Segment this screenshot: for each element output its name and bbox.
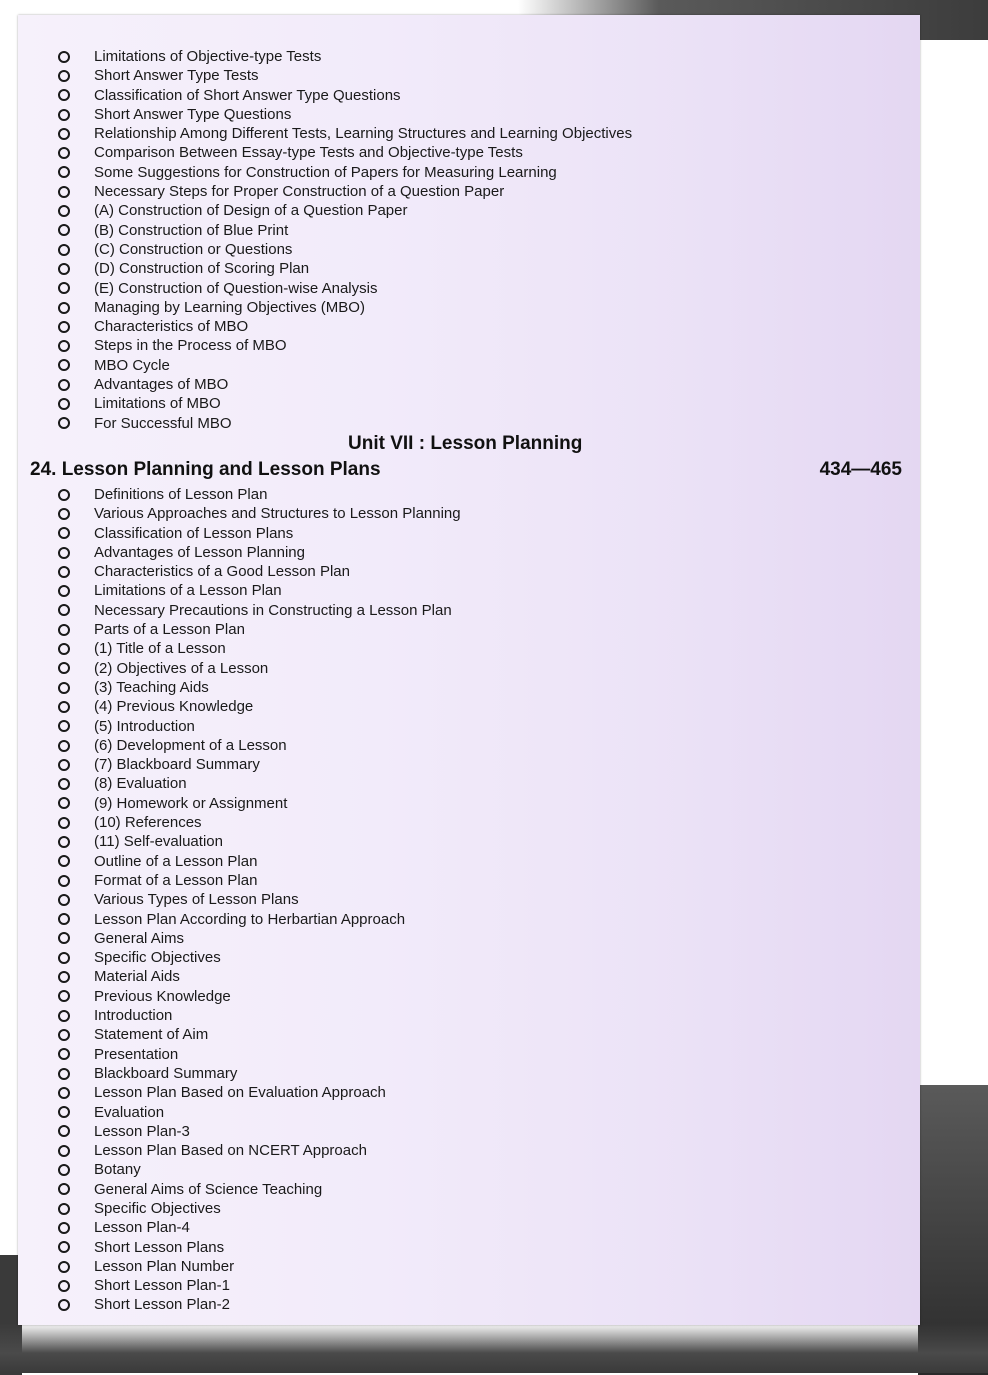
circle-bullet-icon xyxy=(58,624,70,636)
topic-list-continued xyxy=(18,47,920,433)
circle-bullet-icon xyxy=(58,359,70,371)
list-item xyxy=(18,1083,920,1102)
list-item-text: Short Lesson Plans xyxy=(94,1238,225,1256)
list-item xyxy=(18,620,920,639)
list-item-text: (8) Evaluation xyxy=(94,775,187,793)
list-item-text: (11) Self-evaluation xyxy=(94,833,223,851)
circle-bullet-icon xyxy=(58,489,70,501)
list-item-text: Classification of Lesson Plans xyxy=(94,524,294,542)
list-item-text: Material Aids xyxy=(94,968,180,986)
list-item xyxy=(18,890,920,909)
chapter-topic-list xyxy=(18,485,920,1315)
list-item xyxy=(18,86,920,105)
list-item-text: Limitations of MBO xyxy=(94,395,221,413)
list-item-text: Lesson Plan-3 xyxy=(94,1122,190,1140)
list-item xyxy=(18,375,920,394)
document-page xyxy=(18,15,920,1325)
circle-bullet-icon xyxy=(58,1010,70,1022)
circle-bullet-icon xyxy=(58,1203,70,1215)
list-item xyxy=(18,967,920,986)
list-item-text: (B) Construction of Blue Print xyxy=(94,221,289,239)
circle-bullet-icon xyxy=(58,205,70,217)
list-item xyxy=(18,336,920,355)
circle-bullet-icon xyxy=(58,1087,70,1099)
circle-bullet-icon xyxy=(58,894,70,906)
list-item-text: Specific Objectives xyxy=(94,1199,221,1217)
list-item-text: Previous Knowledge xyxy=(94,987,231,1005)
list-item-text: (2) Objectives of a Lesson xyxy=(94,659,269,677)
list-item xyxy=(18,524,920,543)
list-item-text: Lesson Plan-4 xyxy=(94,1219,190,1237)
list-item xyxy=(18,163,920,182)
list-item xyxy=(18,182,920,201)
list-item-text: Blackboard Summary xyxy=(94,1064,238,1082)
list-item-text: Parts of a Lesson Plan xyxy=(94,621,245,639)
circle-bullet-icon xyxy=(58,417,70,429)
circle-bullet-icon xyxy=(58,1261,70,1273)
circle-bullet-icon xyxy=(58,643,70,655)
list-item xyxy=(18,1160,920,1179)
list-item xyxy=(18,298,920,317)
circle-bullet-icon xyxy=(58,1048,70,1060)
circle-bullet-icon xyxy=(58,1164,70,1176)
circle-bullet-icon xyxy=(58,1125,70,1137)
circle-bullet-icon xyxy=(58,340,70,352)
list-item xyxy=(18,259,920,278)
list-item-text: (10) References xyxy=(94,814,202,832)
circle-bullet-icon xyxy=(58,585,70,597)
list-item xyxy=(18,124,920,143)
circle-bullet-icon xyxy=(58,379,70,391)
circle-bullet-icon xyxy=(58,1222,70,1234)
list-item xyxy=(18,678,920,697)
list-item xyxy=(18,504,920,523)
list-item xyxy=(18,356,920,375)
list-item xyxy=(18,47,920,66)
list-item-text: Limitations of a Lesson Plan xyxy=(94,582,282,600)
list-item xyxy=(18,1238,920,1257)
list-item-text: Lesson Plan According to Herbartian Approach xyxy=(94,910,406,928)
list-item xyxy=(18,717,920,736)
circle-bullet-icon xyxy=(58,740,70,752)
circle-bullet-icon xyxy=(58,244,70,256)
circle-bullet-icon xyxy=(58,566,70,578)
list-item-text: Comparison Between Essay-type Tests and Objective-type Tests xyxy=(94,144,523,162)
list-item-text: (C) Construction or Questions xyxy=(94,240,293,258)
list-item xyxy=(18,143,920,162)
circle-bullet-icon xyxy=(58,224,70,236)
circle-bullet-icon xyxy=(58,1280,70,1292)
list-item-text: Characteristics of a Good Lesson Plan xyxy=(94,563,350,581)
list-item-text: Various Approaches and Structures to Lesson Planning xyxy=(94,505,461,523)
circle-bullet-icon xyxy=(58,913,70,925)
circle-bullet-icon xyxy=(58,952,70,964)
list-item-text: Botany xyxy=(94,1161,141,1179)
list-item-text: Specific Objectives xyxy=(94,949,221,967)
list-item-text: (3) Teaching Aids xyxy=(94,678,209,696)
list-item xyxy=(18,987,920,1006)
list-item xyxy=(18,279,920,298)
circle-bullet-icon xyxy=(58,662,70,674)
circle-bullet-icon xyxy=(58,1183,70,1195)
circle-bullet-icon xyxy=(58,1068,70,1080)
list-item xyxy=(18,105,920,124)
list-item xyxy=(18,1045,920,1064)
circle-bullet-icon xyxy=(58,147,70,159)
circle-bullet-icon xyxy=(58,282,70,294)
list-item xyxy=(18,221,920,240)
list-item xyxy=(18,929,920,948)
list-item-text: Evaluation xyxy=(94,1103,165,1121)
list-item xyxy=(18,832,920,851)
list-item xyxy=(18,1199,920,1218)
list-item-text: Short Lesson Plan-2 xyxy=(94,1296,230,1314)
circle-bullet-icon xyxy=(58,398,70,410)
list-item xyxy=(18,543,920,562)
list-item-text: Lesson Plan Based on Evaluation Approach xyxy=(94,1084,386,1102)
list-item xyxy=(18,66,920,85)
circle-bullet-icon xyxy=(58,186,70,198)
list-item xyxy=(18,1218,920,1237)
list-item-text: (E) Construction of Question-wise Analysis xyxy=(94,279,378,297)
list-item-text: (5) Introduction xyxy=(94,717,195,735)
circle-bullet-icon xyxy=(58,855,70,867)
list-item-text: Statement of Aim xyxy=(94,1026,209,1044)
list-item xyxy=(18,1006,920,1025)
list-item-text: Definitions of Lesson Plan xyxy=(94,486,268,503)
circle-bullet-icon xyxy=(58,51,70,63)
circle-bullet-icon xyxy=(58,109,70,121)
circle-bullet-icon xyxy=(58,701,70,713)
list-item-text: MBO Cycle xyxy=(94,356,170,374)
list-item-text: Outline of a Lesson Plan xyxy=(94,852,258,870)
circle-bullet-icon xyxy=(58,508,70,520)
circle-bullet-icon xyxy=(58,990,70,1002)
circle-bullet-icon xyxy=(58,720,70,732)
list-item xyxy=(18,736,920,755)
list-item-text: Necessary Steps for Proper Construction of a Question Paper xyxy=(94,183,505,201)
list-item xyxy=(18,774,920,793)
list-item xyxy=(18,317,920,336)
circle-bullet-icon xyxy=(58,89,70,101)
chapter-page-range: 434—465 xyxy=(819,459,902,480)
circle-bullet-icon xyxy=(58,759,70,771)
list-item-text: Format of a Lesson Plan xyxy=(94,871,258,889)
list-item-text: Advantages of MBO xyxy=(94,376,229,394)
list-item-text: Short Lesson Plan-1 xyxy=(94,1277,230,1295)
list-item xyxy=(18,1295,920,1314)
circle-bullet-icon xyxy=(58,817,70,829)
list-item xyxy=(18,1141,920,1160)
list-item-text: Lesson Plan Based on NCERT Approach xyxy=(94,1142,367,1160)
list-item xyxy=(18,852,920,871)
list-item-text: (D) Construction of Scoring Plan xyxy=(94,260,310,278)
circle-bullet-icon xyxy=(58,604,70,616)
list-item-text: (A) Construction of Design of a Question Paper xyxy=(94,202,408,220)
list-item xyxy=(18,794,920,813)
list-item-text: Introduction xyxy=(94,1007,173,1025)
list-item xyxy=(18,394,920,413)
list-item-text: Lesson Plan Number xyxy=(94,1257,235,1275)
list-item-text: Managing by Learning Objectives (MBO) xyxy=(94,298,365,316)
circle-bullet-icon xyxy=(58,778,70,790)
list-item xyxy=(18,414,920,433)
scan-shadow-bottom xyxy=(0,1323,988,1373)
list-item xyxy=(18,910,920,929)
list-item-text: General Aims of Science Teaching xyxy=(94,1180,323,1198)
list-item xyxy=(18,601,920,620)
list-item xyxy=(18,1122,920,1141)
list-item-text: (4) Previous Knowledge xyxy=(94,698,254,716)
list-item-text: Some Suggestions for Construction of Papers for Measuring Learning xyxy=(94,163,557,181)
circle-bullet-icon xyxy=(58,971,70,983)
chapter-title: 24. Lesson Planning and Lesson Plans xyxy=(30,459,381,480)
list-item xyxy=(18,755,920,774)
circle-bullet-icon xyxy=(58,1029,70,1041)
circle-bullet-icon xyxy=(58,166,70,178)
circle-bullet-icon xyxy=(58,1106,70,1118)
list-item-text: (6) Development of a Lesson xyxy=(94,736,287,754)
list-item xyxy=(18,562,920,581)
unit-heading: Unit VII : Lesson Planning xyxy=(348,433,583,454)
list-item-text: Presentation xyxy=(94,1045,179,1063)
list-item xyxy=(18,1180,920,1199)
list-item xyxy=(18,1257,920,1276)
circle-bullet-icon xyxy=(58,321,70,333)
circle-bullet-icon xyxy=(58,1145,70,1157)
list-item-text: Relationship Among Different Tests, Learning Structures and Learning Objectives xyxy=(94,125,633,143)
circle-bullet-icon xyxy=(58,128,70,140)
list-item-text: Classification of Short Answer Type Questions xyxy=(94,86,401,104)
list-item xyxy=(18,485,920,504)
list-item xyxy=(18,240,920,259)
list-item-text: General Aims xyxy=(94,929,185,947)
circle-bullet-icon xyxy=(58,1241,70,1253)
list-item-text: Various Types of Lesson Plans xyxy=(94,891,299,909)
circle-bullet-icon xyxy=(58,836,70,848)
list-item xyxy=(18,201,920,220)
list-item-text: Limitations of Objective-type Tests xyxy=(94,48,322,65)
circle-bullet-icon xyxy=(58,547,70,559)
list-item-text: (9) Homework or Assignment xyxy=(94,794,288,812)
list-item xyxy=(18,1103,920,1122)
list-item xyxy=(18,1064,920,1083)
list-item xyxy=(18,1276,920,1295)
list-item-text: (7) Blackboard Summary xyxy=(94,756,260,774)
list-item-text: Characteristics of MBO xyxy=(94,318,249,336)
circle-bullet-icon xyxy=(58,682,70,694)
list-item xyxy=(18,659,920,678)
list-item xyxy=(18,697,920,716)
circle-bullet-icon xyxy=(58,263,70,275)
list-item xyxy=(18,581,920,600)
circle-bullet-icon xyxy=(58,932,70,944)
list-item xyxy=(18,948,920,967)
circle-bullet-icon xyxy=(58,302,70,314)
list-item xyxy=(18,1025,920,1044)
list-item-text: For Successful MBO xyxy=(94,414,232,432)
list-item-text: Necessary Precautions in Constructing a Lesson Plan xyxy=(94,601,452,619)
circle-bullet-icon xyxy=(58,797,70,809)
list-item-text: Short Answer Type Tests xyxy=(94,67,259,85)
list-item-text: Short Answer Type Questions xyxy=(94,105,292,123)
circle-bullet-icon xyxy=(58,527,70,539)
list-item xyxy=(18,871,920,890)
list-item-text: (1) Title of a Lesson xyxy=(94,640,226,658)
list-item-text: Advantages of Lesson Planning xyxy=(94,543,305,561)
list-item-text: Steps in the Process of MBO xyxy=(94,337,287,355)
circle-bullet-icon xyxy=(58,1299,70,1311)
list-item xyxy=(18,813,920,832)
list-item xyxy=(18,639,920,658)
circle-bullet-icon xyxy=(58,875,70,887)
circle-bullet-icon xyxy=(58,70,70,82)
